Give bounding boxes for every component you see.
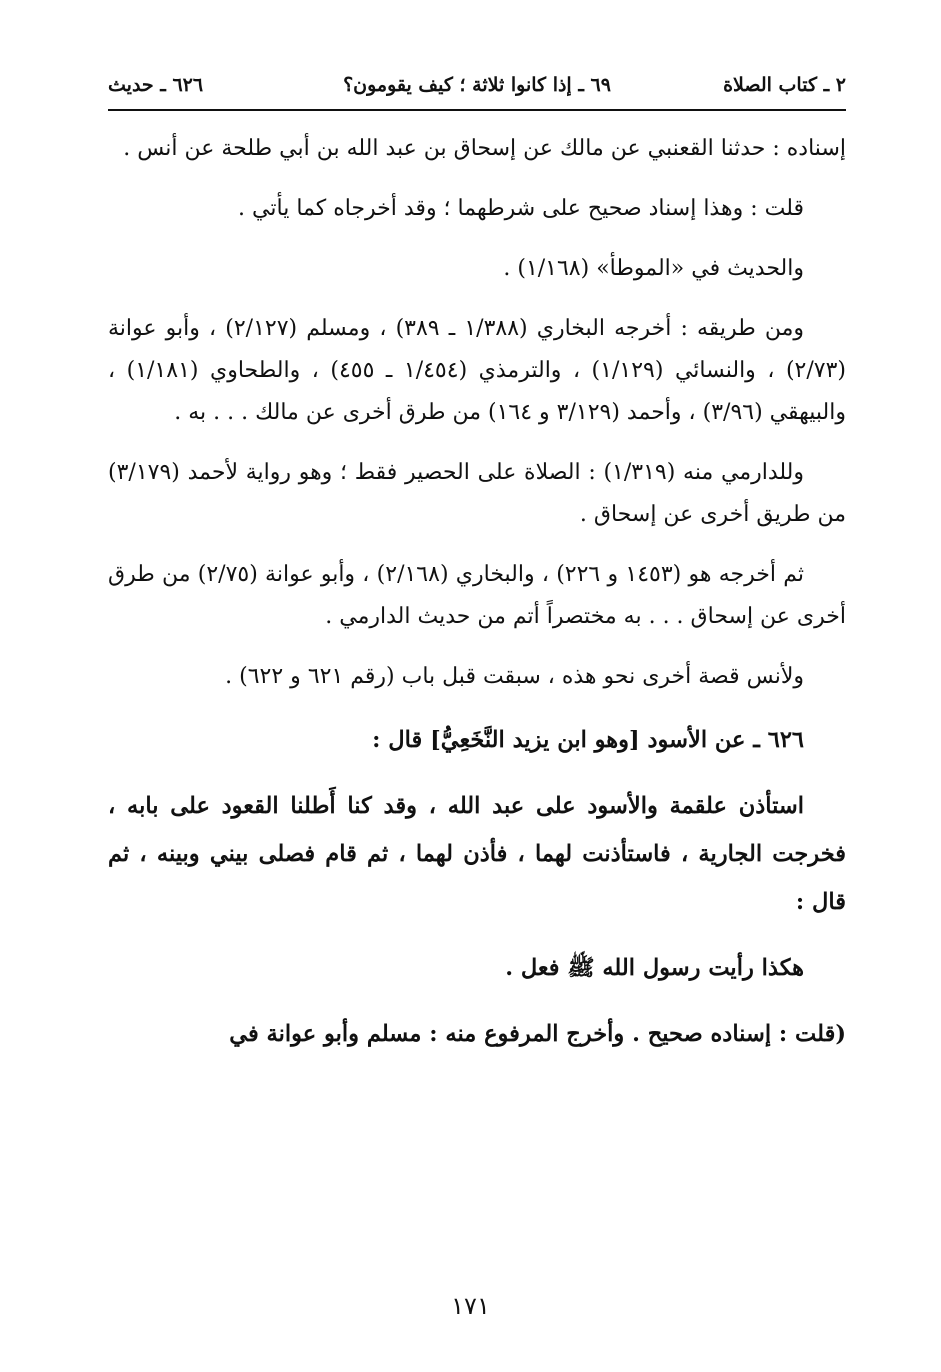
hadith-quote: هكذا رأيت رسول الله ﷺ فعل . — [505, 955, 804, 981]
paragraph-muwatta: والحديث في «الموطأ» (١/١٦٨) . — [503, 256, 804, 281]
hadith-comment: (قلت : إسناده صحيح . وأخرج المرفوع منه : مسلم وأبو عوانة في — [229, 1021, 846, 1047]
paragraph-darimi: وللدارمي منه (١/٣١٩) : الصلاة على الحصير فقط ؛ وهو رواية لأحمد (٣/١٧٩) من طريق أخرى عن إسحاق . — [108, 460, 846, 527]
paragraph-anas-story: ولأنس قصة أخرى نحو هذه ، سبقت قبل باب (رقم ٦٢١ و ٦٢٢) . — [225, 664, 804, 689]
header-rule — [108, 109, 846, 111]
paragraph-grading: قلت : وهذا إسناد صحيح على شرطهما ؛ وقد أخرجاه كما يأتي . — [238, 196, 804, 221]
hadith-body: استأذن علقمة والأسود على عبد الله ، وقد كنا أَطلنا القعود على بابه ، فخرجت الجارية ، فاستأذنت لهما ، فأذن لهما ، ثم قام فصلى بيني وبينه ، ثم قال : — [108, 793, 846, 915]
paragraph-isnad: إسناده : حدثنا القعنبي عن مالك عن إسحاق بن عبد الله بن أبي طلحة عن أنس . — [123, 136, 846, 161]
hadith-title: ٦٢٦ ـ عن الأسود [وهو ابن يزيد النَّخَعِيُّ] قال : — [372, 727, 804, 753]
header-chapter-title: ٦٩ ـ إذا كانوا ثلاثة ؛ كيف يقومون؟ — [343, 74, 611, 96]
running-header — [108, 74, 846, 108]
header-book-title: ٢ ـ كتاب الصلاة — [723, 74, 846, 96]
paragraph-other-routes: ثم أخرجه هو (١٤٥٣ و ٢٢٦) ، والبخاري (٢/١٦٨) ، وأبو عوانة (٢/٧٥) من طرق أخرى عن إسحاق . . . به مختصراً أتم من حديث الدارمي . — [108, 562, 846, 629]
page-number: ١٧١ — [451, 1292, 490, 1320]
page-body — [108, 128, 846, 1076]
header-hadith-number: ٦٢٦ ـ حديث — [108, 74, 204, 96]
paragraph-takhrij: ومن طريقه : أخرجه البخاري (١/٣٨٨ ـ ٣٨٩) ، ومسلم (٢/١٢٧) ، وأبو عوانة (٢/٧٣) ، والنسائي (١/١٢٩) ، والترمذي (١/٤٥٤ ـ ٤٥٥) ، والطحاوي (١/١٨١) ، والبيهقي (٣/٩٦) ، وأحمد (٣/١٢٩ و ١٦٤) من طرق أخرى عن مالك . . . به . — [108, 316, 846, 425]
